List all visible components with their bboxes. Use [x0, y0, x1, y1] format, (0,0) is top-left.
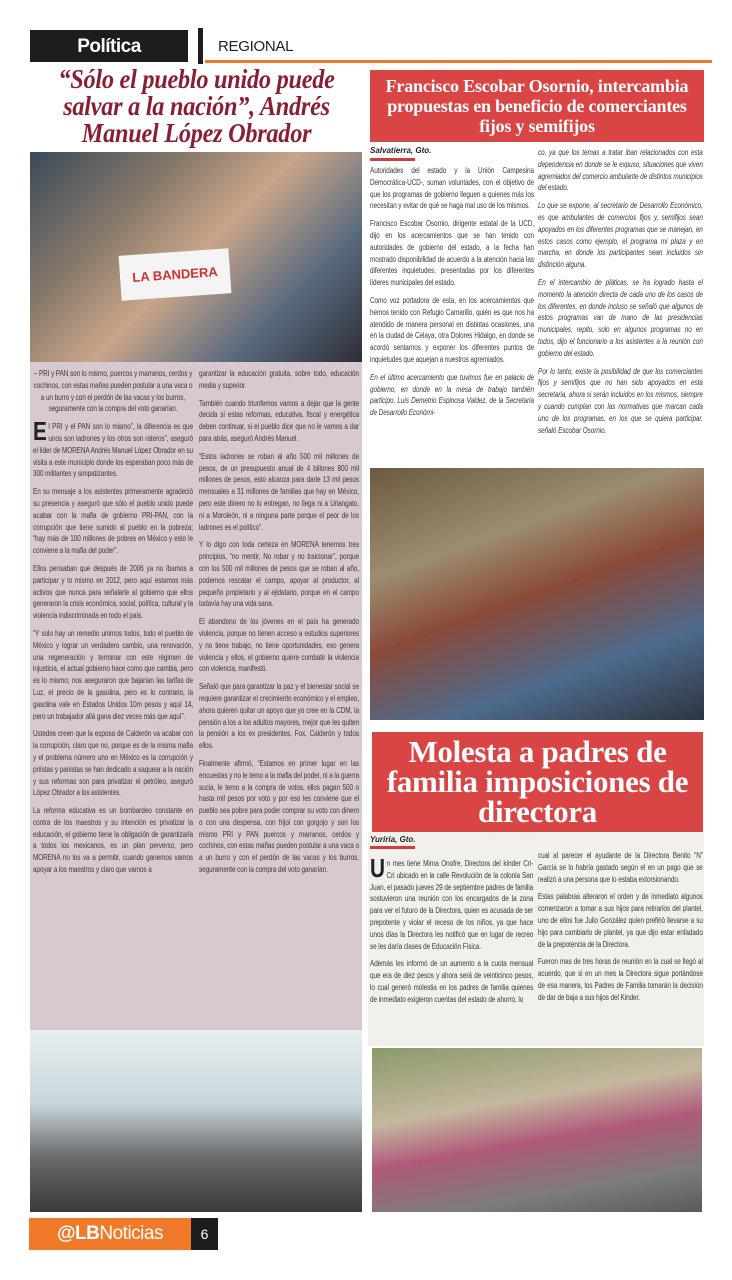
article2-col1	[370, 165, 534, 425]
photo-meeting	[370, 468, 704, 720]
paragraph: La reforma educativa es un bombardeo constante en contra de los maestros y su intención es privatizar la educación, el gobierno tiene la obligación de garantizarla a todos los mexicanos, es un plan perverso, pero MORENA no los va a permitir, cuando ganemos vamos apoyar a los maestros y claro que vamos a	[33, 806, 193, 875]
paragraph: Señaló que para garantizar la paz y el bienestar social se requiere garantizar el crecimiento económico y el empleo, ahora quieren quitar un apoyo que yo cree en la CDM, la pensión a los a los adultos mayores, mejor que les quiten la pensión a los ex presidentes, Fox, Calderón y todos ellos.	[199, 682, 359, 751]
handle-suffix: Noticias	[99, 1223, 163, 1244]
photo-parents-meeting	[372, 1048, 702, 1212]
header-rule	[205, 60, 712, 63]
drop-cap: U	[370, 853, 385, 883]
paragraph: co, ya que los temas a tratar iban relacionados con esta dependencia en donde se le expuso, situaciones que viven agremiados del comercio ambulante de distintos municipios del estado.	[538, 148, 703, 193]
paragraph: El abandono de los jóvenes en el país ha generado violencia, porque no tienen acceso a estudios superiores y no tiene trabajo, no tiene oportunidades, eso genera violencia y ellos, el gobierno quiere combatir la violencia con violencia, manifestó.	[199, 617, 359, 674]
article3-col1	[370, 853, 534, 1012]
handle-prefix: @LB	[57, 1223, 100, 1244]
article1-col2	[199, 368, 359, 882]
article2-col2	[538, 147, 703, 442]
dateline: Salvatierra, Gto.	[370, 146, 432, 155]
paragraph: En su mensaje a los asistentes primeramente agradeció su presencia y aseguró que sólo el pueblo unido puede acabar con la mafia de gobierno PRI-PAN, con la corrupción que tiene sumido al pueblo en la pobreza; “hay más de 100 millones de pobres en México y esto le conviene a la mafia del poder”.	[33, 487, 193, 556]
paragraph: Ustedes creen que la esposa de Calderón va acabar con la corrupción, claro que no, porque es de la misma mafia y el problema número uno en México es la corrupción y priístas y panistas se han dedicado a saquear a la nación y sus reformas son para privatizar el petróleo, aseguró López Obrador a los asistentes.	[33, 729, 193, 798]
newspaper-sign: LA BANDERA	[119, 248, 232, 301]
paragraph: Lo que se expone, al secretario de Desarrollo Económico, es que ambulantes de comercios fijos y, semifijos sean apoyados en los diferentes programas que se manejan, en estos casos como ejemplo, el programa mi plaza y en marcha, en donde los participantes sean incluidos sin distinción alguna.	[538, 201, 703, 270]
drop-cap: E	[33, 416, 47, 447]
dateline: Yuriria, Gto.	[370, 835, 416, 844]
paragraph: Por lo tanto, existe la posibilidad de que los comerciantes fijos y semifijos que no han sido apoyados en esta secretaria, ahora si serán incluidos en los mismos, siempre y cuando cumplan con las normativas que marcan cada uno de los programas, en los que se quiera participar, señaló Escobar Osornio.	[538, 366, 703, 435]
paragraph: Ellos pensaban que después de 2006 ya no íbamos a participar y lo mismo en 2012, pero aquí estamos más activos que nunca para señalarle al gobierno que ellos generaron la crisis económica, social, política, cultural y la violencia indiscriminada en todo el país.	[33, 563, 193, 621]
paragraph: n mes tiene Mirna Onofre, Directora del kínder Cri-Cri ubicado en la calle Revolución de la colonia San Juan, el pasado jueves 29 de septiembre padres de familia sostuvieron una reunión con los encargados de la zona para ver el futuro de la Directora, quien es acusada de ser prepotente y violar el receso de los niños, ya que hace unos días la Directora les notificó que en lugar de recreo se les daría clases de Educación Física.	[370, 859, 534, 951]
paragraph: Finalmente afirmó, “Estamos en primer lugar en las encuestas y no le temo a la mafia del poder, ni a la guerra sucia, le temo a la compra de votos, ellos pagan 500 o hasta mil pesos por voto y por eso les conviene que el pueblo sea pobre para poder comprar su voto con dinero o con una despensa, con frijol con gorgojo y son los mismo PRI y PAN puercos y marranos, cerdos y cochinos, con estas mañas pueden postular a una vaca o a un burro y con el perdón de las vacas y los burros, seguramente con la compra del voto ganarían.	[199, 758, 359, 875]
dateline-underline	[370, 158, 415, 161]
article1-col1	[33, 368, 193, 882]
article3-headline: Molesta a padres de familia imposiciones de directora	[372, 732, 703, 832]
paragraph: Y lo digo con toda certeza en MORENA tenemos tres principios, “no mentir, No robar y no traicionar”, porque con los 500 mil millones de pesos que se roban al año, podemos rescatar el campo, apoyar al productor, al pequeño propietario y al ejidatario, porque en el campo todavía hay una vida sana.	[199, 540, 359, 609]
page-number: 6	[191, 1218, 218, 1250]
divider	[198, 28, 203, 64]
paragraph: “Y solo hay un remedio unirnos todos, todo el pueblo de México y lograr un verdadero cambio, una renovación, una regeneración y terminar con este régimen de injusticia, el actual gobierno hace como que cambia, pero es lo mismo; nos aseguraron que bajarían las tarifas de Luz, el precio de la gasolina, pero es lo contrario, la gasolina vale en Estados Unidos 10m pesos y aquí 14, pero un trabajador allá gana diez veces más que aquí”.	[33, 628, 193, 721]
photo-caption: – PRI y PAN son lo mismo, puercos y marranos, cerdos y cochinos, con estas mañas pueden postular a una vaca o a un burro y con el perdón de las vacas y los burros, seguramente con la compra del voto ganarían.	[33, 369, 193, 414]
article1-headline: “Sólo el pueblo unido puede salvar a la nación”, Andrés Manuel López Obrador	[58, 64, 335, 148]
article3-col2	[538, 850, 703, 1010]
photo-amlo-speaking	[30, 1030, 362, 1212]
article2-headline: Francisco Escobar Osornio, intercambia propuestas en beneficio de comerciantes fijos y semifijos	[370, 70, 704, 142]
paragraph: También cuando triunfemos vamos a dejar que la gente decida si estas reformas, educativa, fiscal y energética deben continuar, si el pueblo dice que no le vamos a dar para atrás, aseguró Andrés Manuel.	[199, 398, 359, 443]
paragraph: “Estos ladrones se roban al año 500 mil millones de pesos, de un presupuesto anual de 4 billones 800 mil millones de pesos, esto alcanza para darle 13 mil pesos mensuales a 31 millones de familias que hay en México, pero este dinero no lo entregan, no llega ni a Uriangato, ni a Moroleón, ni a ninguna parte porque el peor de los ladrones es el político”.	[199, 451, 359, 532]
paragraph: Como voz portadora de esta, en los acercamientos que hemos tenido con Refugio Camarillo, quién es que nos ha atendido de manera personal en distintas ocasiones, una en la ciudad de Celaya, otra Dolores Hidalgo, en donde se acordó sentarnos y exponer los diferentes puntos de inquietudes que aquejan a nuestros agremiados.	[370, 295, 534, 364]
paragraph: garantizar la educación gratuita, sobre todo, educación media y superior.	[199, 369, 359, 390]
paragraph: Estas palabras alteraron el orden y de inmediato algunos comenzaron a tomar a sus hijos para retirarlos del plantel, uno de ellos fue Julio González quien prefirió llevarse a su hijo para cambiarlo de plantel, ya que dijo estar enfadado de la prepotencia de la Directora.	[538, 892, 703, 949]
paragraph: cual al parecer el ayudante de la Directora Benito “N” García se lo habría gastado según el en un pago que se realizó a una persona que lo estaba extorsionando.	[538, 851, 703, 884]
paragraph: En el intercambio de pláticas, se ha logrado hasta el momento la atención directa de cada uno de los casos de los diferentes, en donde incluso se señaló que algunos de estos programas van de mano de las presidencias municipales, repito, solo en algunos programas no en todos, dijo el funcionario a los asistentes a la reunión con gobierno del estado.	[538, 277, 703, 358]
social-handle	[29, 1218, 191, 1250]
paragraph: l PRI y el PAN son lo mismo”, la diferencia es que unos son ladrones y los otros son rateros”, aseguró el líder de MORENA Andrés Manuel López Obrador en su visita a este municipio donde los esperaban poco más de 300 militantes y simpatizantes.	[33, 422, 194, 479]
paragraph: Fueron mas de tres horas de reunión en la cual se llegó al acuerdo, que si en un mes la Directora sigue portándose de esa manera, los Padres de Familia tomarán la decisión de dar de baja a sus hijos del Kinder.	[538, 957, 703, 1002]
photo-amlo-crowd	[30, 152, 362, 362]
paragraph: En el último acercamiento que tuvimos fue en palacio de gobierno, en donde en la mesa de trabajo también participo, Luis Demetrio Espinosa Valdez, de la Secretaria de Desarrollo Económi-	[370, 372, 534, 418]
section-label: Política	[30, 30, 188, 62]
subsection-label: REGIONAL	[218, 38, 294, 55]
paragraph: Francisco Escobar Osornio, dirigente estatal de la UCD, dijo en los acercamientos que se han tenido con autoridades de gobierno del estado, a la fecha han mostrado disponibilidad de acuerdo a la atención hacia las diferentes inquietudes, presentadas por los diferentes líderes municipales del estado.	[370, 219, 534, 288]
paragraph: Autoridades del estado y la Unión Campesina Democrática-UCD-, suman voluntades, con el objetivo de que los programas de gobierno lleguen a quienes más los necesitan y evitar de qué se haga mal uso de los mismos.	[370, 166, 534, 211]
dateline-underline	[370, 846, 415, 849]
paragraph: Además les informó de un aumento a la cuota mensual que era de diez pesos y ahora será de veinticinco pesos, lo cual generó molestia en los padres de familia quienes de inmediato exigieron cuentas del estado de ahorro, lo	[370, 959, 534, 1004]
